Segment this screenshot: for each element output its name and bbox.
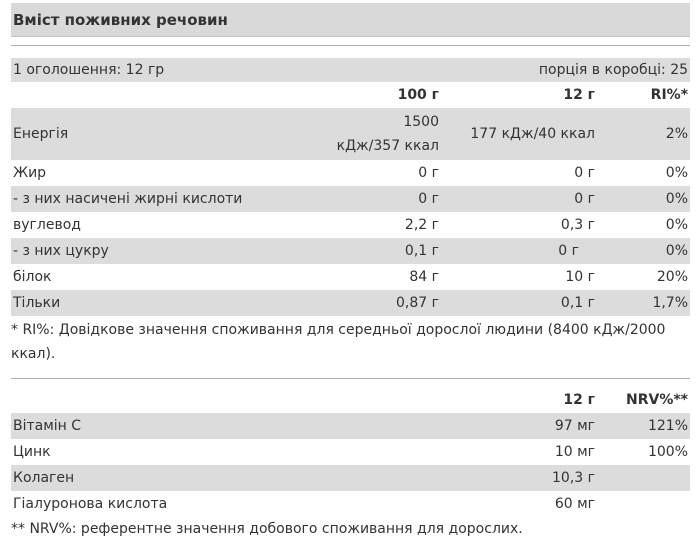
- per-serving-value: 0 г: [441, 186, 597, 212]
- per-100g-value: 2,2 г: [404, 217, 439, 233]
- ri-value: 1,7%: [597, 290, 690, 316]
- nrv-value: [597, 465, 690, 491]
- table-row: [11, 491, 690, 517]
- ingredient-name: Гіалуронова кислота: [13, 496, 168, 512]
- per-100g-value: 0,1 г: [267, 238, 441, 264]
- per-serving-value: 10 мг: [554, 444, 595, 460]
- nutrient-name: Жир: [13, 165, 47, 181]
- per-100g-value: 0 г: [418, 165, 439, 181]
- per-100g-value: 84 г: [409, 269, 439, 285]
- ingredient-name: Вітамін С: [11, 413, 441, 439]
- table-header-row: [11, 82, 690, 108]
- per-serving-value: 0 г: [441, 238, 597, 264]
- col-header-100g: 100 г: [397, 87, 439, 103]
- table-row: [11, 465, 690, 491]
- per-serving-value: 10,3 г: [441, 465, 597, 491]
- table-row: [11, 108, 690, 160]
- table-row: [11, 212, 690, 238]
- nrv-value: [597, 491, 690, 517]
- nutrition-table: [11, 58, 690, 316]
- table-row: [11, 160, 690, 186]
- per-serving-value: 0,3 г: [560, 217, 595, 233]
- per-serving-value: 177 кДж/40 ккал: [441, 108, 597, 160]
- table-row: [11, 413, 690, 439]
- ri-value: 0%: [665, 217, 689, 233]
- table-row: [11, 439, 690, 465]
- ri-value: 2%: [597, 108, 690, 160]
- ri-value: 0%: [597, 238, 690, 264]
- nutrient-name: - з них насичені жирні кислоти: [11, 186, 267, 212]
- col-header-nrv: NRV%**: [625, 392, 688, 408]
- per-100g-value: 0 г: [267, 186, 441, 212]
- nutrient-name: Енергія: [11, 108, 267, 160]
- ingredient-name: Колаген: [11, 465, 441, 491]
- ri-value: 0%: [665, 165, 689, 181]
- per-100g-value-line2: кДж/357 ккал: [336, 138, 439, 154]
- nutrient-name: білок: [13, 269, 52, 285]
- nrv-value: 100%: [647, 444, 688, 460]
- per-serving-value: 97 мг: [441, 413, 597, 439]
- col-header-serving: 12 г: [563, 87, 595, 103]
- per-100g-value: 0,87 г: [267, 290, 441, 316]
- table-row: [11, 264, 690, 290]
- per-100g-value-line1: 1500: [403, 114, 439, 130]
- table-row: [11, 290, 690, 316]
- nutrient-name: Тільки: [11, 290, 267, 316]
- col-header-serving: 12 г: [563, 392, 595, 408]
- servings-per-box-label: порція в коробці: 25: [441, 58, 690, 82]
- table-row: [11, 238, 690, 264]
- ri-footnote: * RI%: Довідкове значення споживання для середньої дорослої людини (8400 кДж/2000 ккал).: [11, 322, 666, 362]
- per-100g-value: [267, 108, 441, 160]
- nrv-value: 121%: [597, 413, 690, 439]
- nutrient-name: - з них цукру: [11, 238, 267, 264]
- section-title: Вміст поживних речовин: [11, 3, 690, 37]
- supplements-table: [11, 387, 690, 517]
- serving-size-label: 1 оголошення: 12 гр: [11, 58, 441, 82]
- nutrient-name: вуглевод: [13, 217, 81, 233]
- serving-info-row: [11, 58, 690, 82]
- ingredient-name: Цинк: [13, 444, 51, 460]
- per-serving-value: 0 г: [574, 165, 595, 181]
- table-header-row: [11, 387, 690, 413]
- ri-value: 20%: [656, 269, 689, 285]
- divider: [11, 45, 690, 46]
- divider: [11, 378, 690, 379]
- per-serving-value: 10 г: [565, 269, 595, 285]
- table-row: [11, 186, 690, 212]
- col-header-ri: RI%*: [650, 87, 689, 103]
- ri-value: 0%: [597, 186, 690, 212]
- nrv-footnote: ** NRV%: референтне значення добового споживання для дорослих.: [11, 521, 523, 537]
- per-serving-value: 60 мг: [554, 496, 595, 512]
- per-serving-value: 0,1 г: [441, 290, 597, 316]
